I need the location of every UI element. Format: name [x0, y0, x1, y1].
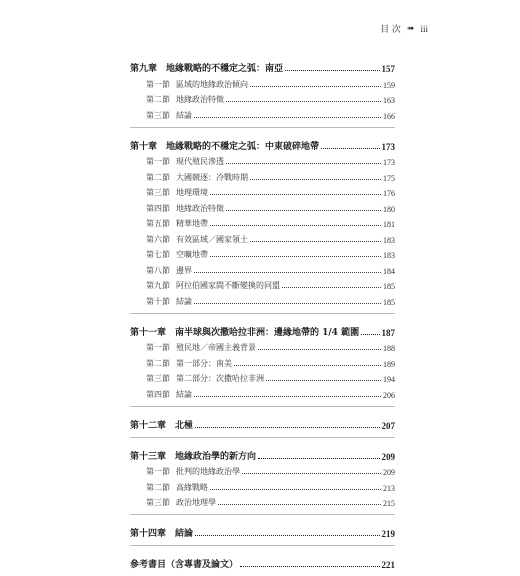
toc-chapter-entry[interactable]: [130, 444, 395, 462]
chapter-page-number: 173: [381, 141, 395, 152]
section-page-number: 173: [383, 158, 395, 167]
section-number: 第五節: [146, 219, 170, 228]
toc-section-entry[interactable]: [130, 214, 395, 230]
chapter-title: 第十三章 地緣政治學的新方向: [130, 451, 257, 462]
section-label: [146, 265, 192, 276]
section-page-number: 188: [383, 344, 395, 353]
section-page-number: 213: [383, 483, 395, 493]
section-number: 第四節: [146, 389, 170, 399]
section-number: 第二節: [146, 95, 170, 104]
toc-section-entry[interactable]: [130, 198, 395, 214]
dot-leader: [258, 341, 381, 350]
toc-section-entry[interactable]: [130, 384, 395, 400]
section-label: [146, 280, 280, 291]
toc-chapter-entry[interactable]: [130, 552, 395, 570]
header-label: 目 次: [380, 25, 401, 35]
toc-section-entry[interactable]: [130, 245, 395, 261]
chapter-page-number: 187: [381, 327, 395, 338]
section-title: 政治地理學: [176, 498, 216, 507]
divider: [130, 406, 395, 407]
divider: [130, 127, 395, 128]
chapter-page-number: 157: [381, 64, 395, 74]
divider: [130, 514, 395, 515]
section-page-number: 206: [383, 390, 395, 400]
section-title: 阿拉伯國家間不斷變換的同盟: [176, 281, 280, 290]
section-label: [146, 373, 264, 384]
section-number: 第三節: [146, 374, 170, 383]
section-label: [146, 94, 224, 105]
section-title: 區域的地緣政治傾向: [176, 79, 248, 89]
dot-leader: [250, 171, 381, 180]
section-page-number: 183: [383, 251, 395, 260]
section-title: 現代殖民滲透: [176, 157, 224, 166]
toc-section-entry[interactable]: [130, 229, 395, 245]
toc-group: [130, 320, 395, 400]
dot-leader: [195, 418, 379, 428]
chapter-page-number: 221: [381, 560, 395, 570]
section-page-number: 176: [383, 189, 395, 198]
section-label: [146, 187, 208, 198]
toc-section-entry[interactable]: [130, 493, 395, 509]
toc-section-entry[interactable]: [130, 353, 395, 369]
section-label: [146, 234, 248, 245]
section-page-number: 185: [383, 282, 395, 291]
dot-leader: [194, 388, 381, 397]
toc-group: [130, 56, 395, 121]
section-title: 高緣戰略: [176, 482, 208, 492]
section-label: [146, 249, 208, 260]
section-title: 有效區域／國家領土: [176, 234, 248, 244]
dot-leader: [240, 557, 379, 567]
section-page-number: 181: [383, 220, 395, 229]
section-page-number: 183: [383, 235, 395, 245]
section-title: 地緣政治特徵: [176, 203, 224, 213]
section-page-number: 180: [383, 204, 395, 214]
dot-leader: [234, 357, 381, 366]
section-page-number: 163: [383, 96, 395, 105]
section-number: 第十節: [146, 296, 170, 306]
section-number: 第四節: [146, 203, 170, 213]
section-page-number: 185: [383, 297, 395, 307]
section-label: [146, 203, 224, 214]
section-title: 批判的地緣政治學: [176, 467, 240, 476]
section-label: [146, 156, 224, 167]
section-title: 大國競逐：冷戰時期: [176, 172, 248, 182]
section-number: 第六節: [146, 234, 170, 244]
toc-section-entry[interactable]: [130, 260, 395, 276]
toc-section-entry[interactable]: [130, 462, 395, 478]
chapter-page-number: 209: [381, 451, 395, 462]
section-page-number: 215: [383, 499, 395, 508]
section-title: 結論: [176, 389, 192, 399]
toc-chapter-entry[interactable]: [130, 320, 395, 338]
chapter-title: 第九章 地緣戰略的不穩定之弧：南亞: [130, 64, 284, 74]
toc-group: [130, 521, 395, 539]
section-page-number: 194: [383, 375, 395, 384]
chapter-page-number: 207: [381, 420, 395, 431]
dot-leader: [242, 465, 381, 474]
section-number: 第二節: [146, 482, 170, 492]
section-page-number: 166: [383, 111, 395, 121]
section-number: 第七節: [146, 250, 170, 259]
toc-section-entry[interactable]: [130, 276, 395, 292]
header-page-number: iii: [420, 23, 428, 34]
dot-leader: [210, 481, 381, 490]
chapter-title: 第十二章 北極: [130, 420, 194, 431]
dot-leader: [194, 295, 381, 304]
section-label: [146, 482, 208, 493]
section-title: 結論: [176, 110, 192, 120]
toc-group: [130, 413, 395, 431]
dot-leader: [210, 186, 381, 195]
section-number: 第三節: [146, 110, 170, 120]
dot-leader: [250, 233, 381, 242]
dot-leader: [195, 526, 379, 536]
dot-leader: [266, 372, 381, 381]
section-label: [146, 497, 216, 508]
toc-section-entry[interactable]: [130, 167, 395, 183]
section-label: [146, 342, 256, 353]
dot-leader: [218, 496, 381, 505]
toc-section-entry[interactable]: [130, 338, 395, 354]
dot-leader: [282, 279, 381, 288]
dot-leader: [226, 155, 381, 164]
dot-leader: [210, 248, 381, 257]
chapter-title: 第十章 地緣戰略的不穩定之弧：中東破碎地帶: [130, 141, 320, 152]
section-label: [146, 79, 248, 90]
section-number: 第九節: [146, 281, 170, 290]
toc-group: [130, 552, 395, 570]
section-title: 殖民地／帝國主義背景: [176, 343, 256, 352]
toc-section-entry[interactable]: [130, 291, 395, 307]
chapter-title: 參考書目（含專書及論文）: [130, 560, 239, 570]
toc-section-entry[interactable]: [130, 74, 395, 90]
divider: [130, 437, 395, 438]
arrow-icon: ➠: [406, 23, 415, 34]
section-page-number: 184: [383, 266, 395, 276]
section-number: 第三節: [146, 188, 170, 197]
dot-leader: [210, 217, 381, 226]
section-number: 第三節: [146, 498, 170, 507]
toc-group: [130, 444, 395, 509]
section-number: 第一節: [146, 79, 170, 89]
section-label: [146, 172, 248, 183]
dot-leader: [226, 202, 381, 211]
section-label: [146, 296, 192, 307]
toc-section-entry[interactable]: [130, 152, 395, 168]
section-page-number: 175: [383, 173, 395, 183]
dot-leader: [258, 449, 379, 459]
dot-leader: [194, 264, 381, 273]
toc-section-entry[interactable]: [130, 369, 395, 385]
divider: [130, 313, 395, 314]
section-page-number: 189: [383, 359, 395, 369]
section-label: [146, 110, 192, 121]
table-of-contents: [130, 56, 395, 576]
section-page-number: 159: [383, 80, 395, 90]
toc-group: [130, 134, 395, 307]
toc-section-entry[interactable]: [130, 477, 395, 493]
dot-leader: [321, 139, 379, 149]
toc-section-entry[interactable]: [130, 183, 395, 199]
section-number: 第一節: [146, 343, 170, 352]
chapter-title: 第十四章 結論: [130, 529, 194, 539]
section-title: 精華地帶: [176, 219, 208, 228]
chapter-title: 第十一章 南半球與次撒哈拉非洲：邊緣地帶的 1/4 範圍: [130, 327, 360, 338]
toc-chapter-entry[interactable]: [130, 134, 395, 152]
section-title: 第一部分：南美: [176, 358, 232, 368]
section-title: 第二部分：次撒哈拉非洲: [176, 374, 264, 383]
section-page-number: 209: [383, 468, 395, 477]
section-title: 地緣政治特徵: [176, 95, 224, 104]
section-label: [146, 218, 208, 229]
section-title: 地理環境: [176, 188, 208, 197]
section-title: 空曠地帶: [176, 250, 208, 259]
section-label: [146, 358, 232, 369]
dot-leader: [285, 61, 379, 71]
section-title: 結論: [176, 296, 192, 306]
section-label: [146, 466, 240, 477]
divider: [130, 545, 395, 546]
chapter-page-number: 219: [381, 529, 395, 539]
section-label: [146, 389, 192, 400]
section-title: 邊界: [176, 265, 192, 275]
dot-leader: [250, 78, 381, 87]
running-header: [380, 22, 428, 35]
dot-leader: [361, 325, 379, 335]
section-number: 第一節: [146, 467, 170, 476]
section-number: 第一節: [146, 157, 170, 166]
toc-chapter-entry[interactable]: [130, 56, 395, 74]
toc-section-entry[interactable]: [130, 90, 395, 106]
section-number: 第二節: [146, 172, 170, 182]
section-number: 第二節: [146, 358, 170, 368]
section-number: 第八節: [146, 265, 170, 275]
dot-leader: [194, 109, 381, 118]
dot-leader: [226, 93, 381, 102]
toc-chapter-entry[interactable]: [130, 521, 395, 539]
toc-chapter-entry[interactable]: [130, 413, 395, 431]
toc-section-entry[interactable]: [130, 105, 395, 121]
